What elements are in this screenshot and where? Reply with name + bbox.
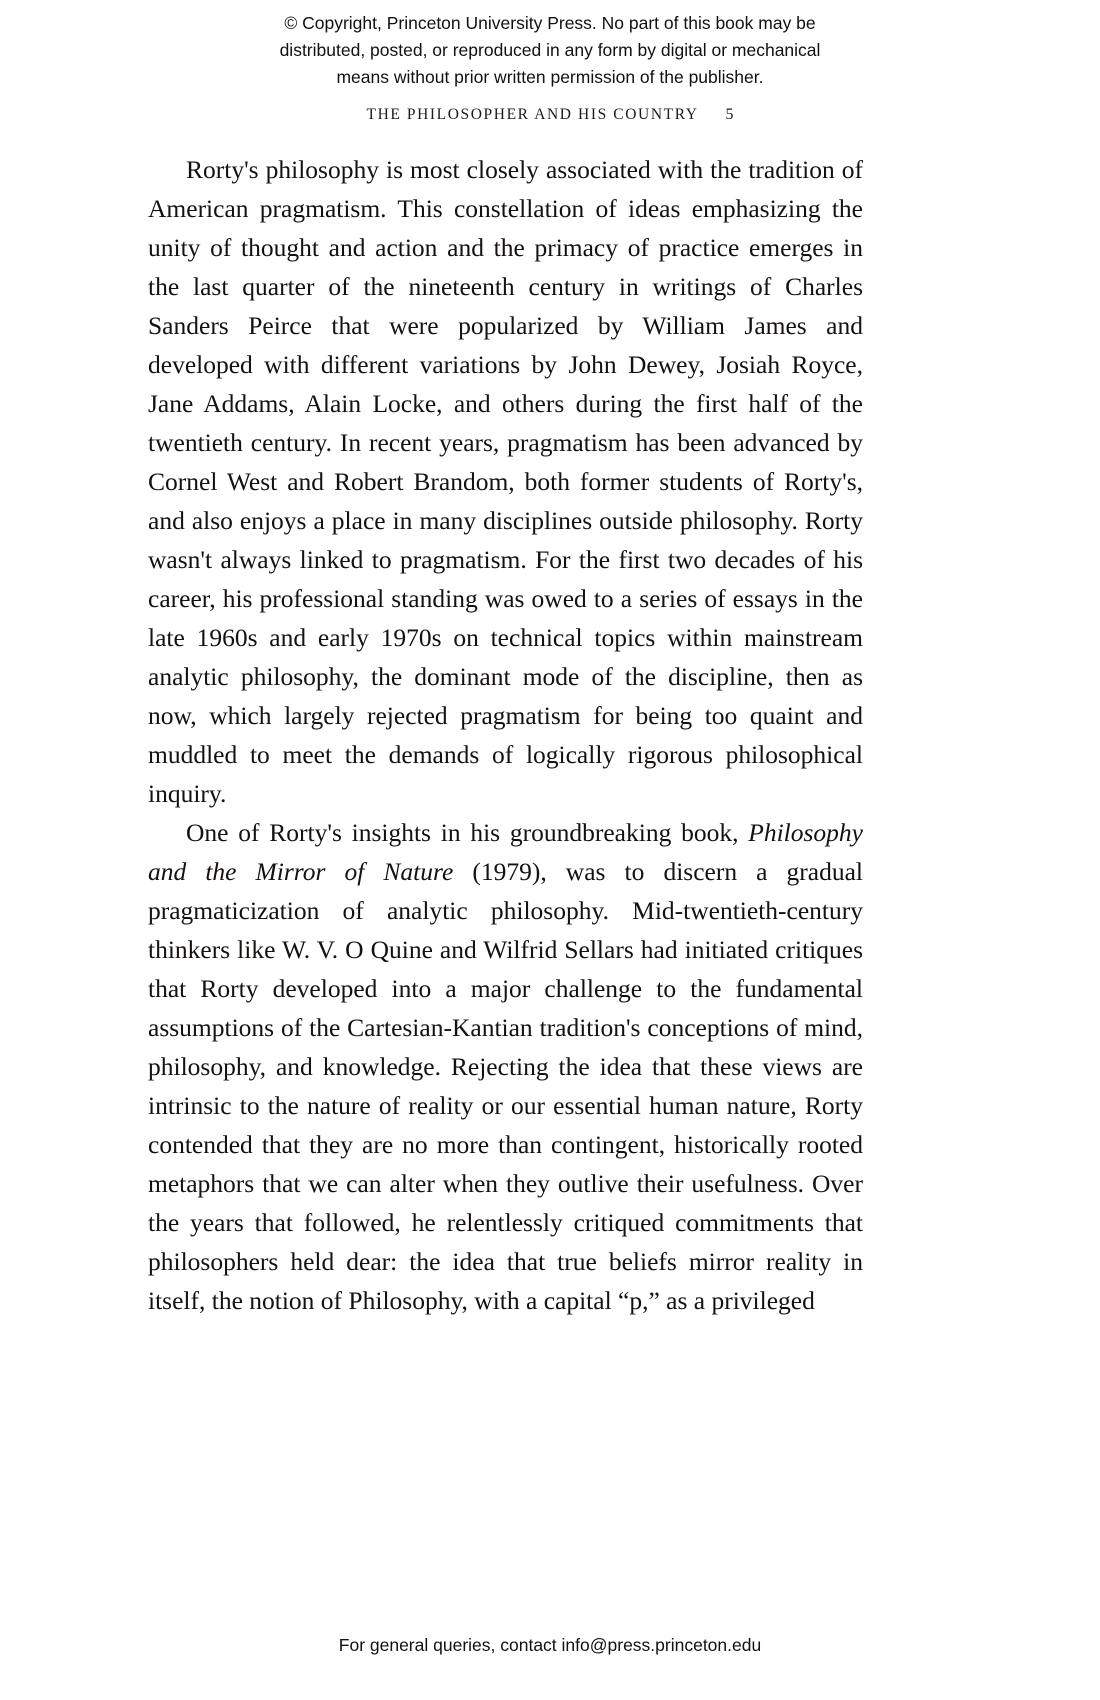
paragraph-1: Rorty's philosophy is most closely associated with the tradition of American pragmatism. This constellation of ideas emphasizing the unity of thought and action and the primacy of practice emerges in the last quarter of the nineteenth century in writings of Charles Sanders Peirce that were popularized by William James and developed with different variations by John Dewey, Josiah Royce, Jane Addams, Alain Locke, and others during the first half of the twentieth century. In recent years, pragmatism has been advanced by Cornel West and Robert Brandom, both former students of Rorty's, and also enjoys a place in many disciplines outside philosophy. Rorty wasn't always linked to pragmatism. For the first two decades of his career, his professional standing was owed to a series of essays in the late 1960s and early 1970s on technical topics within mainstream analytic philosophy, the dominant mode of the discipline, then as now, which largely rejected pragmatism for being too quaint and muddled to meet the demands of logically rigorous philosophical inquiry.	[148, 155, 863, 808]
copyright-line-2: distributed, posted, or reproduced in any form by digital or mechanical	[279, 40, 821, 61]
paragraph-2-rest: (1979), was to discern a gradual pragmaticization of analytic philosophy. Mid-twentieth-century thinkers like W. V. O Quine and Wilfrid Sellars had initiated critiques that Rorty developed into a major challenge to the fundamental assumptions of the Cartesian-Kantian tradition's conceptions of mind, philosophy, and knowledge. Rejecting the idea that these views are intrinsic to the nature of reality or our essential human nature, Rorty contended that they are no more than contingent, historically rooted metaphors that we can alter when they outlive their usefulness. Over the years that followed, he relentlessly critiqued commitments that philosophers held dear: the idea that true beliefs mirror reality in itself, the notion of Philosophy, with a capital “p,” as a privileged	[148, 857, 863, 1315]
body-text-block	[148, 150, 863, 1320]
paragraph-2-lead: One of Rorty's insights in his groundbreaking book,	[186, 818, 749, 847]
running-head-title: THE PHILOSOPHER AND HIS COUNTRY	[366, 106, 698, 123]
footer-queries-note: For general queries, contact info@press.princeton.edu	[338, 1635, 762, 1655]
book-title-italic: Philosophy and the Mirror of Nature	[148, 818, 863, 886]
copyright-line-3: means without prior written permission of the publisher.	[336, 67, 764, 88]
page-number: 5	[725, 106, 734, 123]
copyright-line-1: © Copyright, Princeton University Press. No part of this book may be	[284, 13, 816, 33]
running-head	[0, 106, 1100, 124]
copyright-notice	[0, 10, 1100, 91]
paragraph-2	[148, 813, 863, 1320]
